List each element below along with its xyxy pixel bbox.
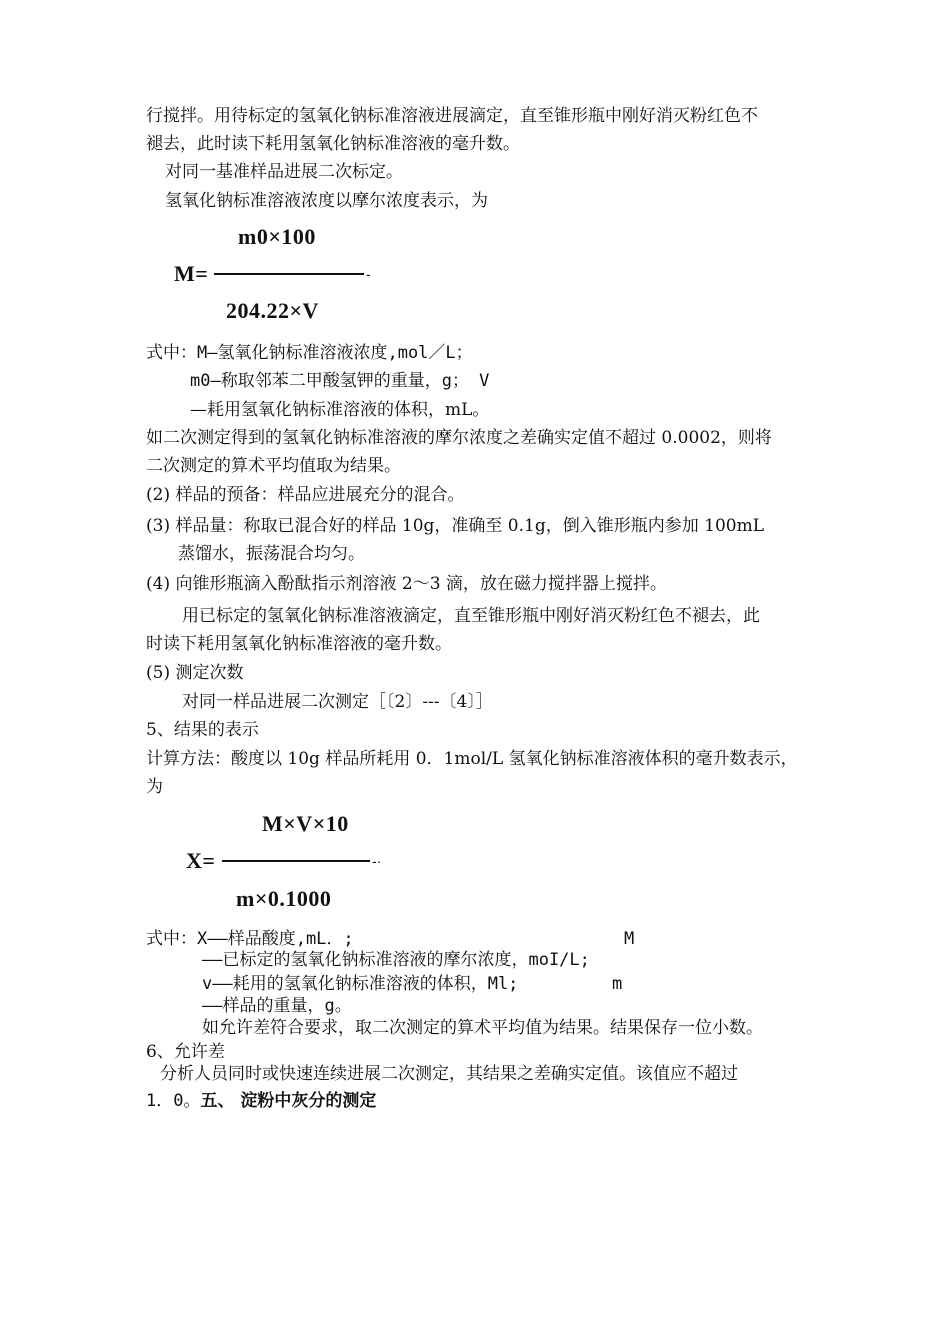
text-line: 对同一基准样品进展二次标定。 (165, 162, 403, 182)
text-line: 褪去，此时读下耗用氢氧化钠标准溶液的毫升数。 (146, 134, 520, 154)
text-line: 行搅拌。用待标定的氢氧化钠标准溶液进展滴定，直至锥形瓶中刚好消灭粉红色不 (146, 106, 758, 126)
text-line: m (612, 974, 623, 994)
formula-denominator: m×0.1000 (236, 886, 332, 911)
formula-denominator: 204.22×V (226, 298, 319, 323)
text-line: M (624, 929, 635, 949)
text-line: ——样品的重量，g。 (202, 996, 352, 1016)
text-line: m0—称取邻苯二甲酸氢钾的重量，g； V (190, 371, 490, 391)
text-line: 分析人员同时或快速连续进展二次测定，其结果之差确实定值。该值应不超过 (160, 1064, 738, 1084)
formula-tail: - (366, 266, 371, 282)
text-line: 氢氧化钠标准溶液浓度以摩尔浓度表示，为 (165, 191, 488, 211)
text-line: v——耗用的氢氧化钠标准溶液的体积，Ml; (202, 974, 519, 994)
section-heading: 5、结果的表示 (146, 720, 259, 740)
formula-tail: -· (372, 853, 382, 869)
text-fragment: 1．0。 (146, 1091, 201, 1111)
section-heading: 6、允许差 (146, 1042, 225, 1062)
formula-lhs: M= (174, 261, 209, 286)
text-line: 对同一样品进展二次测定［〔2〕---〔4〕］ (182, 692, 493, 712)
text-line: 蒸馏水，振荡混合均匀。 (178, 544, 365, 564)
formula-numerator: M×V×10 (262, 811, 349, 836)
text-line: 式中：X——样品酸度,mL．; (146, 929, 354, 949)
formula-lhs: X= (186, 848, 216, 873)
fraction-bar (214, 273, 364, 275)
text-line: (3) 样品量：称取已混合好的样品 10g，准确至 0.1g，倒入锥形瓶内参加 100mL (146, 516, 764, 536)
section-heading: 五、 淀粉中灰分的测定 (200, 1091, 377, 1111)
text-line: 如二次测定得到的氢氧化钠标准溶液的摩尔浓度之差确实定值不超过 0.0002，则将 (146, 428, 772, 448)
fraction-bar (222, 860, 370, 862)
text-line: ——已标定的氢氧化钠标准溶液的摩尔浓度，moI/L; (202, 950, 590, 970)
text-line: 用已标定的氢氧化钠标准溶液滴定，直至锥形瓶中刚好消灭粉红色不褪去，此 (182, 606, 760, 626)
text-line: 二次测定的算术平均值取为结果。 (146, 456, 401, 476)
text-line: 式中：M—氢氧化钠标准溶液浓度,mol／L； (146, 343, 473, 363)
text-line: 时读下耗用氢氧化钠标准溶液的毫升数。 (146, 634, 452, 654)
text-line: 为 (146, 777, 163, 797)
text-line: 计算方法：酸度以 10g 样品所耗用 0．1mol/L 氢氧化钠标准溶液体积的毫升数表示， (146, 749, 798, 769)
text-line: (4) 向锥形瓶滴入酚酞指示剂溶液 2～3 滴，放在磁力搅拌器上搅拌。 (146, 574, 667, 594)
text-line (146, 1088, 376, 1114)
text-line: (2) 样品的预备：样品应进展充分的混合。 (146, 485, 465, 505)
formula-numerator: m0×100 (238, 224, 316, 249)
text-line: 如允许差符合要求，取二次测定的算术平均值为结果。结果保存一位小数。 (202, 1018, 763, 1038)
text-line: —耗用氢氧化钠标准溶液的体积，mL。 (190, 400, 490, 420)
text-line: (5) 测定次数 (146, 663, 244, 683)
